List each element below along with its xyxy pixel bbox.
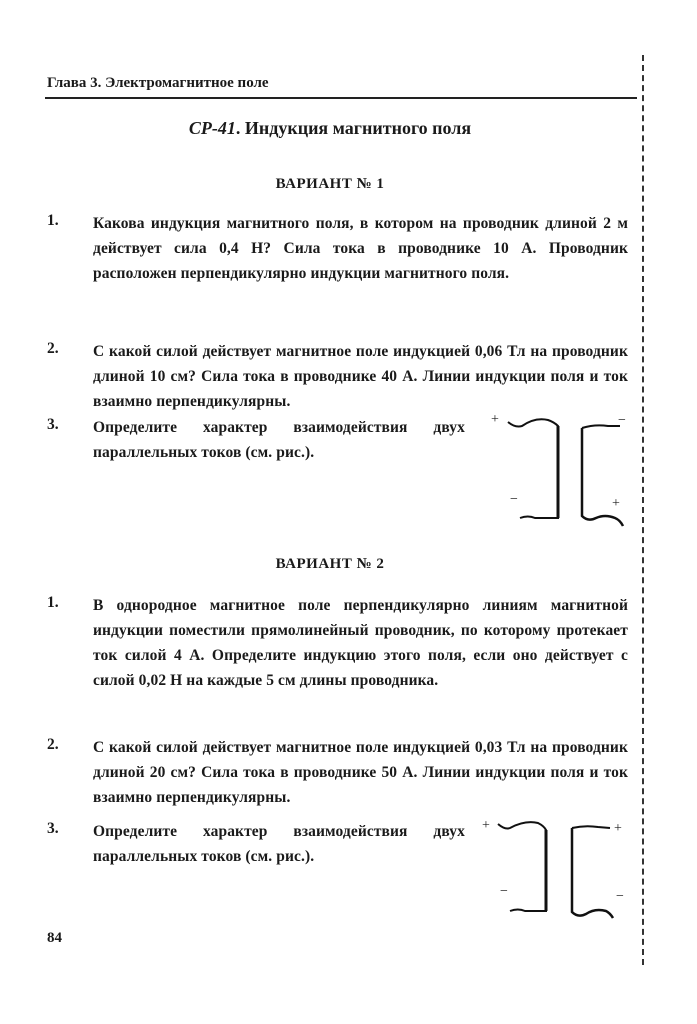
problem-number: 2.: [47, 340, 59, 357]
polarity-label: −: [616, 889, 624, 904]
problem-text: С какой силой действует магнитное поле индукцией 0,06 Тл на проводник длиной 10 см? Сила тока в проводнике 40 А. Линии индукции поля и ток взаимно перпендикулярны.: [93, 343, 628, 410]
polarity-label: +: [614, 821, 622, 836]
problem-number: 3.: [47, 820, 59, 837]
variant-1-heading: ВАРИАНТ № 1: [275, 176, 385, 192]
problem-text: С какой силой действует магнитное поле индукцией 0,03 Тл на проводник длиной 20 см? Сила тока в проводнике 50 А. Линии индукции поля и ток взаимно перпендикулярны.: [93, 739, 628, 806]
problem-text: Какова индукция магнитного поля, в котором на проводник длиной 2 м действует сила 0,4 Н? Сила тока в проводнике 10 А. Проводник расположен перпендикулярно индукции магнитного поля.: [93, 215, 628, 282]
problem-number: 2.: [47, 736, 59, 753]
title-text: . Индукция магнитного поля: [235, 118, 472, 138]
chapter-header: Глава 3. Электромагнитное поле: [47, 75, 269, 91]
conductors-drawing: [480, 410, 640, 540]
problem-text: В однородное магнитное поле перпендикулярно линиям магнитной индукции поместили прямолинейный проводник, по которому протекает ток силой 4 А. Определите индукцию этого поля, если оно действует с силой 0,02 Н на каждые 5 см длины проводника.: [93, 597, 628, 689]
polarity-label: +: [612, 496, 620, 511]
problem-text: Определите характер взаимодействия двух параллельных токов (см. рис.).: [93, 823, 465, 865]
variant-2-heading: ВАРИАНТ № 2: [275, 556, 385, 572]
title-code: СР-41: [188, 118, 236, 138]
page-number: 84: [47, 930, 62, 946]
problem-number: 1.: [47, 594, 59, 611]
polarity-label: −: [500, 884, 508, 899]
problem-number: 3.: [47, 416, 59, 433]
polarity-label: −: [510, 492, 518, 507]
header-rule: [45, 97, 637, 99]
problem-text: Определите характер взаимодействия двух параллельных токов (см. рис.).: [93, 419, 465, 461]
problem-number: 1.: [47, 212, 59, 229]
polarity-label: −: [618, 413, 626, 428]
polarity-label: +: [482, 818, 490, 833]
page-title: [0, 118, 660, 139]
polarity-label: +: [491, 412, 499, 427]
